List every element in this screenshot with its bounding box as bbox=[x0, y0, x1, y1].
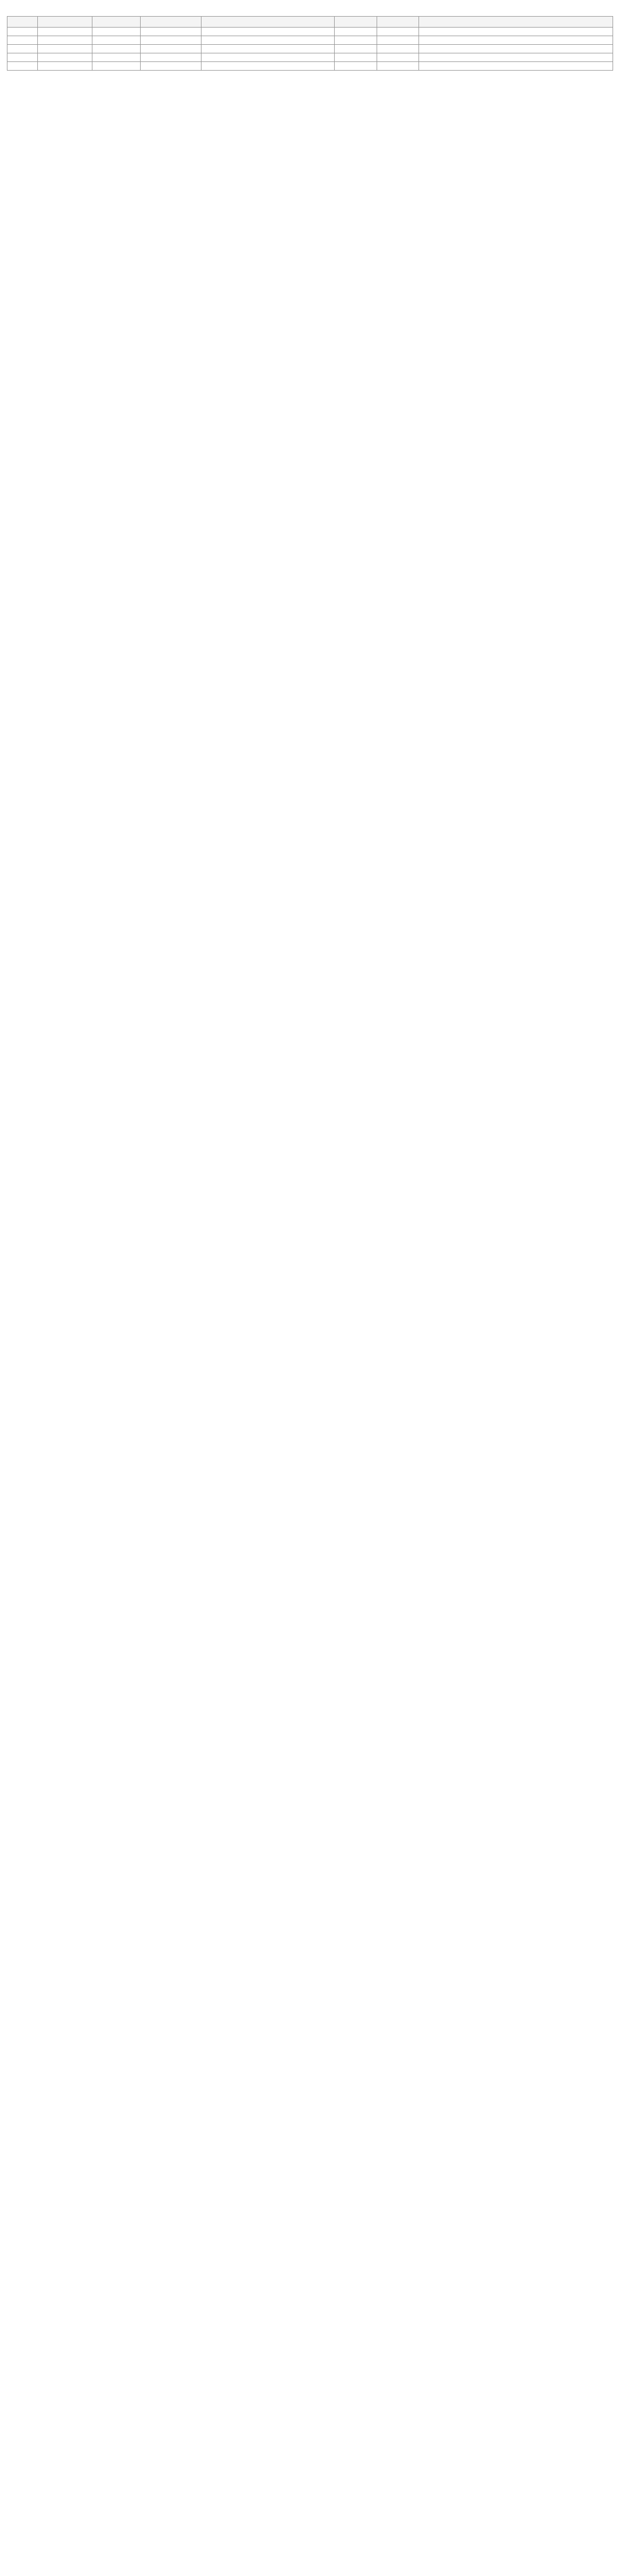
table-cell bbox=[141, 53, 202, 62]
table-cell bbox=[141, 36, 202, 45]
table-cell bbox=[419, 36, 613, 45]
table-cell bbox=[7, 28, 38, 36]
table-cell bbox=[377, 53, 419, 62]
column-header bbox=[7, 17, 38, 28]
table-cell bbox=[201, 45, 334, 53]
table-row bbox=[7, 36, 613, 45]
table-row bbox=[7, 62, 613, 71]
table-cell bbox=[201, 28, 334, 36]
table-cell bbox=[419, 62, 613, 71]
table-cell bbox=[92, 62, 140, 71]
table-header-row bbox=[7, 17, 613, 28]
table-cell bbox=[7, 45, 38, 53]
table-cell bbox=[37, 45, 92, 53]
table-cell bbox=[334, 45, 377, 53]
table-cell bbox=[141, 28, 202, 36]
table-cell bbox=[92, 36, 140, 45]
table-cell bbox=[7, 36, 38, 45]
table-cell bbox=[92, 28, 140, 36]
table-cell bbox=[37, 28, 92, 36]
table-cell bbox=[377, 28, 419, 36]
table-cell bbox=[37, 62, 92, 71]
table-cell bbox=[419, 53, 613, 62]
table-cell bbox=[141, 62, 202, 71]
table-cell bbox=[37, 53, 92, 62]
table-cell bbox=[377, 36, 419, 45]
column-header bbox=[141, 17, 202, 28]
table-cell bbox=[377, 62, 419, 71]
table-cell bbox=[201, 53, 334, 62]
table-cell bbox=[7, 53, 38, 62]
table-cell bbox=[334, 53, 377, 62]
column-header bbox=[92, 17, 140, 28]
table-row bbox=[7, 45, 613, 53]
table-cell bbox=[334, 62, 377, 71]
table-cell bbox=[419, 28, 613, 36]
table-cell bbox=[92, 45, 140, 53]
table-row bbox=[7, 53, 613, 62]
table-cell bbox=[419, 45, 613, 53]
column-header bbox=[334, 17, 377, 28]
table-cell bbox=[37, 36, 92, 45]
table-body bbox=[7, 28, 613, 71]
table-cell bbox=[201, 62, 334, 71]
table-cell bbox=[334, 36, 377, 45]
table-cell bbox=[7, 62, 38, 71]
table-cell bbox=[377, 45, 419, 53]
table-cell bbox=[92, 53, 140, 62]
column-header bbox=[37, 17, 92, 28]
table-cell bbox=[334, 28, 377, 36]
table-row bbox=[7, 28, 613, 36]
column-header bbox=[419, 17, 613, 28]
table-cell bbox=[201, 36, 334, 45]
column-header bbox=[377, 17, 419, 28]
column-header bbox=[201, 17, 334, 28]
table-cell bbox=[141, 45, 202, 53]
plan-table bbox=[7, 16, 613, 71]
